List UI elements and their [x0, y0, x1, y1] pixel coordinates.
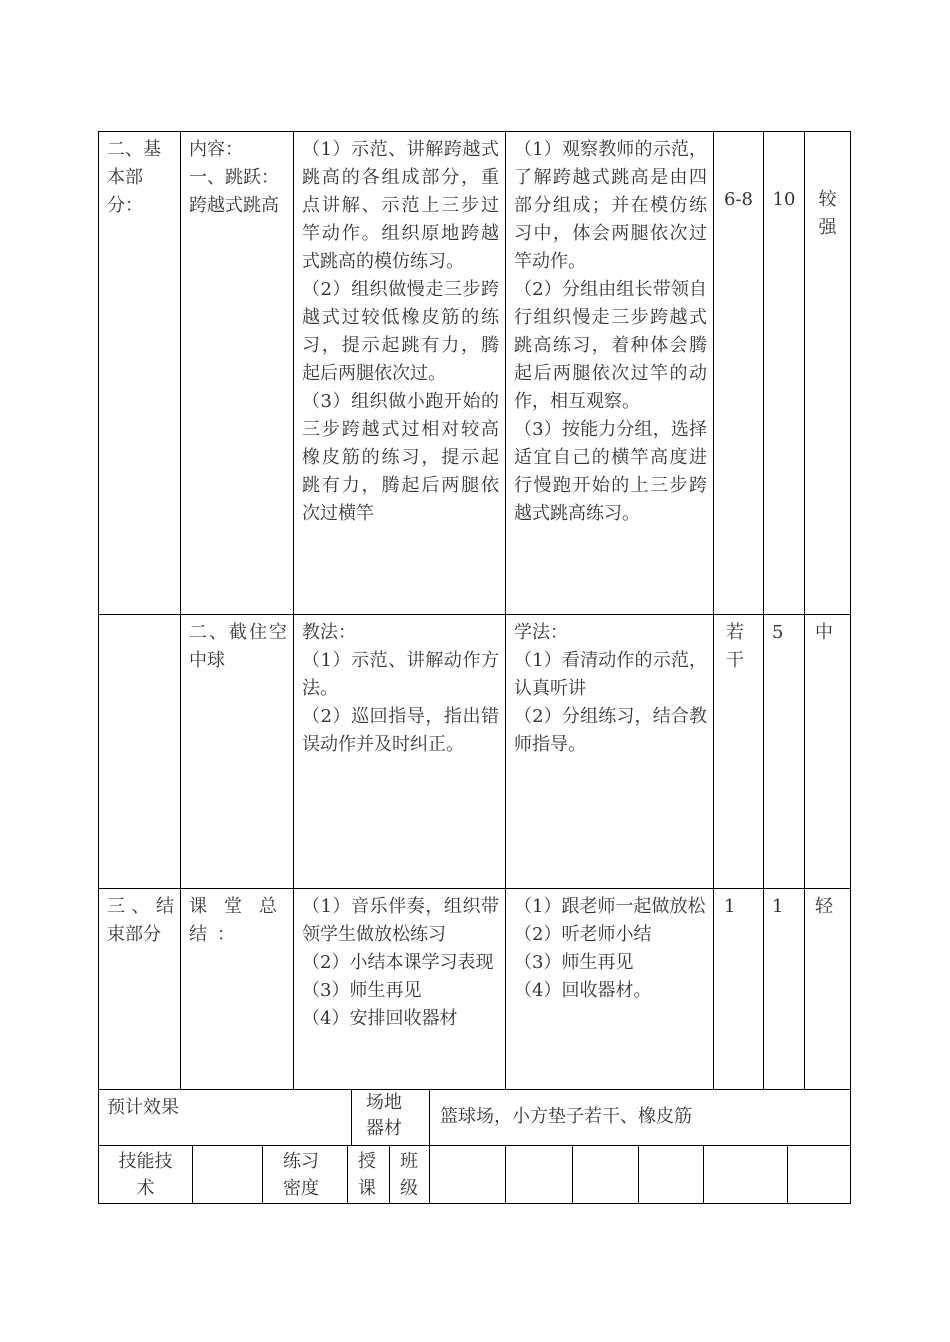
blank-cell-4 — [638, 1145, 704, 1204]
section3-label-cell — [98, 888, 181, 1090]
student-step-1: （1）观察教师的示范，了解跨越式跳高是由四部分组成；并在模仿练习中，体会两腿依次过竿动作。 — [514, 139, 707, 272]
blank-cell-6 — [787, 1145, 851, 1204]
section3-count-cell — [713, 888, 764, 1090]
blank-cell-5 — [703, 1145, 788, 1204]
closing-teacher-3: （3）师生再见 — [302, 980, 422, 1001]
row1-count: 6-8 — [724, 189, 753, 210]
section3-teacher-cell — [293, 888, 506, 1090]
row2-time-cell — [763, 614, 805, 889]
row1-intensity: 较强 — [818, 189, 837, 238]
row2-label-cell — [98, 614, 181, 889]
class-label-cell — [389, 1145, 430, 1204]
section3-count: 1 — [724, 896, 736, 917]
teacher-step-1: （1）示范、讲解跨越式跳高的各组成部分，重点讲解、示范上三步过竿动作。组织原地跨越式跳高的模仿练习。 — [302, 139, 499, 272]
row2-count: 若干 — [726, 622, 744, 671]
blank-cell-2 — [505, 1145, 573, 1204]
row1-content-cell — [180, 131, 294, 615]
closing-student-2: （2）听老师小结 — [514, 924, 652, 945]
student-step-2: （2）分组由组长带领自行组织慢走三步跨越式跳高练习，着种体会腾起后两腿依次过竿的动作，相互观察。 — [514, 279, 707, 412]
closing-student-1: （1）跟老师一起做放松 — [514, 896, 706, 917]
skill-label: 技能技术 — [118, 1151, 173, 1199]
content-topic: 一、跳跃：跨越式跳高 — [189, 167, 279, 216]
density-label-cell — [262, 1145, 348, 1204]
closing-student-3: （3）师生再见 — [514, 952, 634, 973]
teaching-method-1: （1）示范、讲解动作方法。 — [302, 650, 499, 699]
closing-student-4: （4）回收器材。 — [514, 980, 652, 1001]
closing-teacher-2: （2）小结本课学习表现 — [302, 952, 494, 973]
row2-content: 二、截住空中球 — [189, 622, 287, 671]
row1-time-cell — [763, 131, 805, 615]
row2-intensity: 中 — [815, 622, 833, 643]
section3-time-cell — [763, 888, 805, 1090]
row2-student-cell — [505, 614, 714, 889]
row1-count-cell — [713, 131, 764, 615]
blank-cell-3 — [572, 1145, 639, 1204]
row1-student-cell — [505, 131, 714, 615]
venue-label: 场地器材 — [366, 1092, 402, 1139]
learning-method-1: （1）看清动作的示范，认真听讲 — [514, 650, 707, 699]
row1-intensity-cell — [804, 131, 851, 615]
venue-value: 篮球场，小方垫子若干、橡皮筋 — [440, 1106, 692, 1127]
section3-label: 三、结束部分 — [107, 896, 174, 945]
learning-method-2: （2）分组练习，结合教师指导。 — [514, 706, 707, 755]
density-label: 练习密度 — [283, 1151, 319, 1199]
venue-label-cell — [351, 1089, 430, 1146]
row2-intensity-cell — [804, 614, 851, 889]
closing-teacher-1: （1）音乐伴奏，组织带领学生做放松练习 — [302, 896, 499, 945]
skill-value-cell — [192, 1145, 263, 1204]
row2-time: 5 — [772, 622, 784, 643]
section3-student-cell — [505, 888, 714, 1090]
section3-intensity-cell — [804, 888, 851, 1090]
expected-effect-cell — [98, 1089, 352, 1146]
teacher-step-2: （2）组织做慢走三步跨越式过较低橡皮筋的练习，提示起跳有力，腾起后两腿依次过。 — [302, 279, 499, 384]
student-step-3: （3）按能力分组，选择适宜自己的横竿高度进行慢跑开始的上三步跨越式跳高练习。 — [514, 419, 707, 524]
content-heading: 内容： — [189, 139, 243, 160]
closing-teacher-4: （4）安排回收器材 — [302, 1008, 458, 1029]
row1-time: 10 — [772, 189, 796, 210]
section3-content: 课堂总结： — [189, 896, 287, 945]
row2-content-cell — [180, 614, 294, 889]
teaching-method-2: （2）巡回指导，指出错误动作并及时纠正。 — [302, 706, 499, 755]
section3-time: 1 — [772, 896, 784, 917]
lesson-label-cell — [347, 1145, 390, 1204]
expected-effect-label: 预计效果 — [107, 1097, 179, 1118]
section2-label: 二、基本部分： — [107, 139, 161, 216]
teacher-step-3: （3）组织做小跑开始的三步跨越式过相对较高橡皮筋的练习，提示起跳有力，腾起后两腿依次过横竿 — [302, 391, 499, 524]
row2-teacher-cell — [293, 614, 506, 889]
learning-method-heading: 学法： — [514, 622, 568, 643]
lesson-label: 授课 — [358, 1151, 376, 1199]
section3-content-cell — [180, 888, 294, 1090]
row2-count-cell — [713, 614, 764, 889]
row1-teacher-cell — [293, 131, 506, 615]
section2-label-cell — [98, 131, 181, 615]
teaching-method-heading: 教法： — [302, 622, 356, 643]
section3-intensity: 轻 — [815, 896, 833, 917]
venue-value-cell — [429, 1089, 851, 1146]
blank-cell-1 — [429, 1145, 506, 1204]
class-label: 班级 — [400, 1151, 418, 1199]
skill-label-cell — [98, 1145, 193, 1204]
